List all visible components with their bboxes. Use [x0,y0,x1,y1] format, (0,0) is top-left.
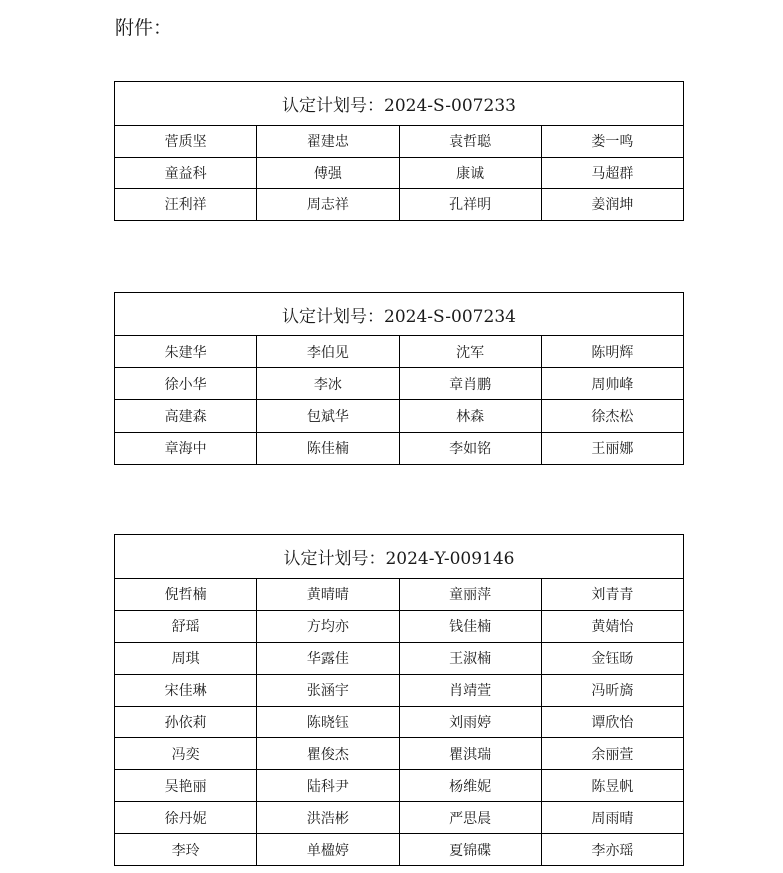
name-cell: 菅质坚 [115,126,257,158]
name-cell: 童丽萍 [399,579,541,611]
name-cell: 周志祥 [257,189,399,221]
name-cell: 李伯见 [257,336,399,368]
table-row [115,400,684,432]
plan-table-007234 [114,292,684,465]
name-cell: 瞿俊杰 [257,738,399,770]
name-cell: 姜润坤 [541,189,683,221]
table-row [115,157,684,189]
name-cell: 夏锦碟 [399,834,541,866]
name-cell: 单楹婷 [257,834,399,866]
table-row [115,802,684,834]
name-cell: 章肖鹏 [399,368,541,400]
name-cell: 李如铭 [399,432,541,464]
name-cell: 陈佳楠 [257,432,399,464]
name-cell: 谭欣怡 [541,706,683,738]
table-row [115,706,684,738]
plan-table-009146 [114,534,684,866]
name-cell: 黄晴晴 [257,579,399,611]
name-cell: 钱佳楠 [399,610,541,642]
name-cell: 余丽萱 [541,738,683,770]
name-cell: 娄一鸣 [541,126,683,158]
name-cell: 王淑楠 [399,642,541,674]
table-title-row [115,293,684,336]
name-cell: 徐小华 [115,368,257,400]
plan-table-007233 [114,81,684,221]
table-row [115,834,684,866]
name-cell: 倪哲楠 [115,579,257,611]
name-cell: 华露佳 [257,642,399,674]
table-title-row [115,82,684,126]
name-cell: 翟建忠 [257,126,399,158]
name-cell: 瞿淇瑞 [399,738,541,770]
name-cell: 高建森 [115,400,257,432]
name-cell: 张涵宇 [257,674,399,706]
name-cell: 徐丹妮 [115,802,257,834]
name-cell: 刘青青 [541,579,683,611]
name-cell: 康诚 [399,157,541,189]
table-row [115,610,684,642]
name-cell: 刘雨婷 [399,706,541,738]
name-cell: 傅强 [257,157,399,189]
table-row [115,770,684,802]
name-cell: 李玲 [115,834,257,866]
name-cell: 肖靖萱 [399,674,541,706]
table-row [115,336,684,368]
plan-number-title: 认定计划号：2024-Y-009146 [115,535,684,579]
name-cell: 朱建华 [115,336,257,368]
name-cell: 方均亦 [257,610,399,642]
name-cell: 童益科 [115,157,257,189]
name-cell: 王丽娜 [541,432,683,464]
name-cell: 周帅峰 [541,368,683,400]
name-cell: 孔祥明 [399,189,541,221]
plan-number-title: 认定计划号：2024-S-007234 [115,293,684,336]
name-cell: 徐杰松 [541,400,683,432]
name-cell: 李亦瑶 [541,834,683,866]
name-cell: 洪浩彬 [257,802,399,834]
plan-number-title: 认定计划号：2024-S-007233 [115,82,684,126]
table-row [115,642,684,674]
name-cell: 袁哲聪 [399,126,541,158]
name-cell: 陆科尹 [257,770,399,802]
table-row [115,674,684,706]
name-cell: 舒瑶 [115,610,257,642]
table-row [115,579,684,611]
name-cell: 陈晓钰 [257,706,399,738]
name-cell: 金钰旸 [541,642,683,674]
name-cell: 冯奕 [115,738,257,770]
table-row [115,368,684,400]
table-row [115,126,684,158]
name-cell: 沈军 [399,336,541,368]
name-cell: 孙依莉 [115,706,257,738]
name-cell: 严思晨 [399,802,541,834]
table-title-row [115,535,684,579]
name-cell: 宋佳琳 [115,674,257,706]
name-cell: 周雨晴 [541,802,683,834]
attachment-label: 附件： [115,17,173,39]
name-cell: 林森 [399,400,541,432]
name-cell: 冯昕旖 [541,674,683,706]
name-cell: 黄婧怡 [541,610,683,642]
name-cell: 马超群 [541,157,683,189]
name-cell: 包斌华 [257,400,399,432]
table-row [115,189,684,221]
table-row [115,738,684,770]
name-cell: 章海中 [115,432,257,464]
name-cell: 吴艳丽 [115,770,257,802]
name-cell: 杨维妮 [399,770,541,802]
name-cell: 李冰 [257,368,399,400]
name-cell: 陈昱帆 [541,770,683,802]
table-row [115,432,684,464]
name-cell: 周琪 [115,642,257,674]
name-cell: 陈明辉 [541,336,683,368]
name-cell: 汪利祥 [115,189,257,221]
